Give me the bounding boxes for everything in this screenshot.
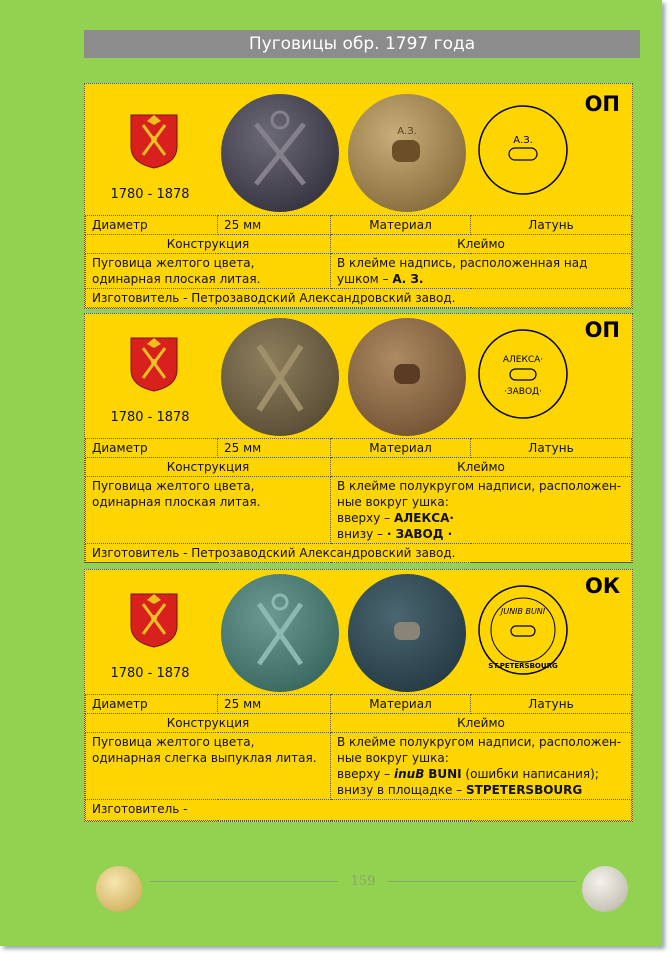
condition-grade: ОП xyxy=(584,92,620,116)
diameter-label: Диаметр xyxy=(86,695,218,714)
condition-grade: ОП xyxy=(584,318,620,342)
diameter-value: 25 мм xyxy=(218,695,331,714)
construction-text: Пуговица желтого цвета, одинарная плоская литая. xyxy=(86,477,331,544)
button-front-photo xyxy=(221,94,339,212)
button-front-photo xyxy=(221,574,339,692)
button-back-photo xyxy=(348,318,466,436)
mark-label: Клеймо xyxy=(331,235,632,254)
button-card-2 xyxy=(84,313,633,563)
hallmark-top-text: JUNIB BUNI xyxy=(500,607,546,616)
hallmark-diagram xyxy=(477,104,569,196)
coat-of-arms-icon xyxy=(129,334,179,392)
construction-text: Пуговица желтого цвета, одинарная слегка выпуклая литая. xyxy=(86,733,331,800)
mark-description: В клейме надпись, расположенная над ушком – А. З. xyxy=(331,254,632,289)
footer-divider-left xyxy=(150,881,338,882)
condition-grade: ОК xyxy=(584,574,620,598)
material-value: Латунь xyxy=(471,216,632,235)
material-label: Материал xyxy=(331,695,471,714)
button-card-1 xyxy=(84,83,633,309)
page-number: 159 xyxy=(350,874,376,889)
construction-label: Конструкция xyxy=(86,235,331,254)
material-value: Латунь xyxy=(471,439,632,458)
button-back-photo xyxy=(348,574,466,692)
diameter-label: Диаметр xyxy=(86,439,218,458)
material-label: Материал xyxy=(331,439,471,458)
manufacturer-text: Изготовитель - Петрозаводский Александровский завод. xyxy=(86,544,632,563)
manufacturer-text: Изготовитель - xyxy=(86,800,632,821)
years-label: 1780 - 1878 xyxy=(110,410,190,425)
svg-text:А.З.: А.З. xyxy=(397,126,417,137)
footer-divider-right xyxy=(388,881,576,882)
years-label: 1780 - 1878 xyxy=(110,187,190,202)
diameter-value: 25 мм xyxy=(218,216,331,235)
construction-label: Конструкция xyxy=(86,458,331,477)
manufacturer-text: Изготовитель - Петрозаводский Александровский завод. xyxy=(86,289,632,308)
mark-label: Клеймо xyxy=(331,458,632,477)
coat-of-arms-icon xyxy=(129,590,179,648)
hallmark-diagram xyxy=(477,584,569,676)
hallmark-top-text: АЛЕКСА· xyxy=(502,355,544,365)
button-card-3 xyxy=(84,569,633,822)
page-title: Пуговицы обр. 1797 года xyxy=(84,30,640,58)
diameter-label: Диаметр xyxy=(86,216,218,235)
material-label: Материал xyxy=(331,216,471,235)
hallmark-bottom-text: ST.PETERSBOURG xyxy=(488,662,558,670)
coat-of-arms-icon xyxy=(129,111,179,169)
footer-eagle-button-icon xyxy=(96,866,142,912)
button-front-photo xyxy=(221,318,339,436)
diameter-value: 25 мм xyxy=(218,439,331,458)
construction-label: Конструкция xyxy=(86,714,331,733)
button-back-photo xyxy=(348,94,466,212)
mark-description: В клейме полукругом надписи, расположен-ные вокруг ушка: вверху – АЛЕКСА· внизу – · ЗАВОД · xyxy=(331,477,632,544)
hallmark-diagram xyxy=(477,328,569,420)
mark-label: Клеймо xyxy=(331,714,632,733)
years-label: 1780 - 1878 xyxy=(110,666,190,681)
footer-monogram-button-icon xyxy=(582,866,628,912)
hallmark-bottom-text: ·ЗАВОД· xyxy=(504,387,542,397)
material-value: Латунь xyxy=(471,695,632,714)
construction-text: Пуговица желтого цвета, одинарная плоская литая. xyxy=(86,254,331,289)
hallmark-text: А.З. xyxy=(513,135,533,146)
mark-description: В клейме полукругом надписи, расположен-ные вокруг ушка: вверху – inuB BUNI (ошибки написания); внизу в площадке – STPETERSBOURG xyxy=(331,733,632,800)
